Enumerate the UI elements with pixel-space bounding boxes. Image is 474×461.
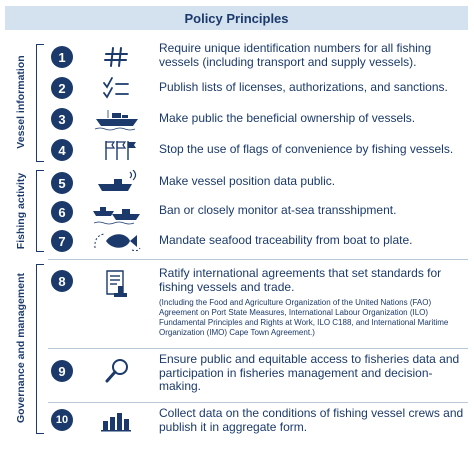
bar-chart-icon — [92, 407, 142, 433]
item-text-10: Collect data on the conditions of fishing vessel crews and publish it in aggregate form. — [159, 406, 464, 434]
section-divider — [48, 402, 468, 403]
section-divider — [48, 259, 468, 260]
item-text-6: Ban or closely monitor at-sea transshipment. — [159, 203, 397, 217]
magnifier-icon — [92, 358, 142, 384]
fish-trace-icon — [92, 228, 142, 254]
number-badge-2: 2 — [51, 77, 73, 99]
checklist-icon — [92, 75, 142, 101]
page-title: Policy Principles — [184, 10, 289, 26]
number-badge-1: 1 — [51, 46, 73, 68]
hashtag-icon — [92, 44, 142, 70]
number-badge-3: 3 — [51, 108, 73, 130]
flags-icon — [92, 137, 142, 163]
item-text-2: Publish lists of licenses, authorizations, and sanctions. — [159, 80, 448, 94]
document-stamp-icon — [92, 268, 142, 300]
group-label-vessel-information: Vessel information — [15, 55, 27, 149]
vessel-signal-icon — [92, 170, 142, 196]
bracket-governance — [36, 264, 44, 434]
number-badge-9: 9 — [51, 360, 73, 382]
item-text-8-detail: (Including the Food and Agriculture Organization of the United Nations (FAO) Agreement on Port State Measures, International Labour Organization (ILO) Fundamental Principles and Rights at Work, ILO C188, and International Maritime Organization (IMO) Cape Town Agreement.) — [159, 298, 449, 337]
item-text-7: Mandate seafood traceability from boat to plate. — [159, 233, 413, 247]
number-badge-5: 5 — [51, 172, 73, 194]
item-text-9: Ensure public and equitable access to fisheries data and participation in fisheries management and decision-making. — [159, 352, 460, 393]
vessel-icon — [92, 106, 142, 132]
number-badge-4: 4 — [51, 139, 73, 161]
number-badge-8: 8 — [51, 270, 73, 292]
item-text-3: Make public the beneficial ownership of vessels. — [159, 111, 416, 125]
bracket-vessel-information — [36, 44, 44, 162]
bracket-fishing-activity — [36, 170, 44, 252]
number-badge-10: 10 — [51, 409, 73, 431]
group-label-governance: Governance and management — [15, 273, 27, 423]
item-text-5: Make vessel position data public. — [159, 174, 336, 188]
title-bar — [5, 6, 468, 30]
item-text-4: Stop the use of flags of convenience by fishing vessels. — [159, 142, 454, 156]
item-text-8 — [159, 267, 464, 338]
item-text-8-main: Ratify international agreements that set standards for fishing vessels and trade. — [159, 266, 442, 294]
transshipment-icon — [92, 199, 142, 225]
section-divider — [48, 348, 468, 349]
group-label-fishing-activity: Fishing activity — [15, 172, 27, 250]
item-text-1: Require unique identification numbers for all fishing vessels (including transport and supply vessels). — [159, 41, 432, 69]
number-badge-7: 7 — [51, 230, 73, 252]
number-badge-6: 6 — [51, 201, 73, 223]
